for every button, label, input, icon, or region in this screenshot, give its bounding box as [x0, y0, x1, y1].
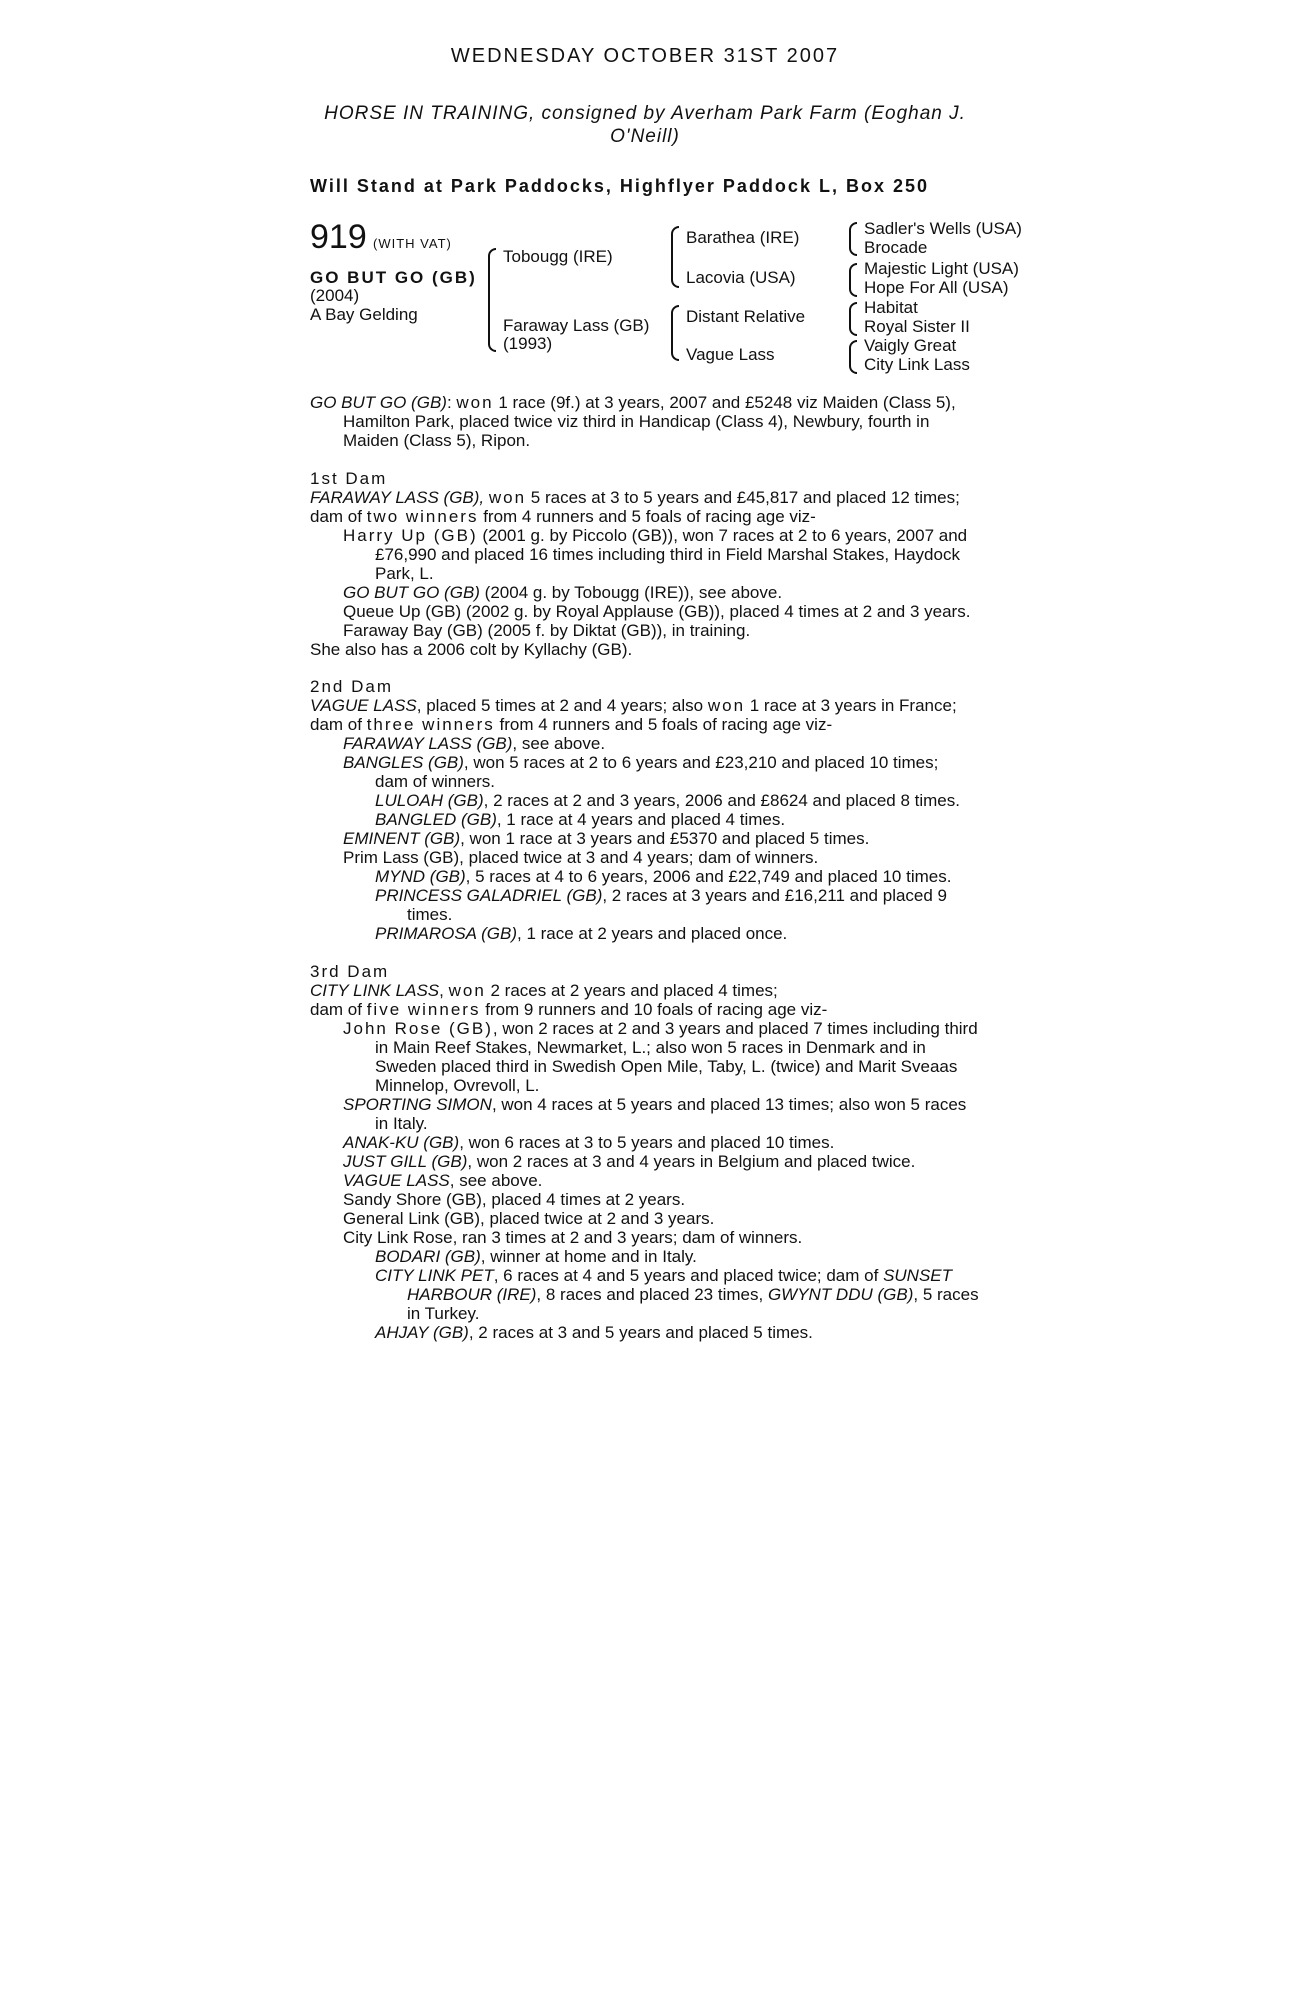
progeny-princess-galadriel: PRINCESS GALADRIEL (GB) [375, 886, 603, 905]
progeny-primarosa-record: , 1 race at 2 years and placed once. [517, 924, 788, 943]
pedigree-dam-dam: Vague Lass [686, 345, 775, 364]
progeny-faraway-lass: FARAWAY LASS (GB) [343, 734, 513, 753]
pedigree-gen3-1: Sadler's Wells (USA) [864, 219, 1022, 238]
horse-year: (2004) [310, 286, 360, 305]
pedigree-sire: Tobougg (IRE) [503, 247, 613, 266]
progeny-sunset-harbour-a: SUNSET [883, 1266, 953, 1285]
first-dam-record: 5 races at 3 to 5 years and £45,817 and placed 12 times; [526, 488, 960, 507]
progeny-sporting-simon-record: , won 4 races at 5 years and placed 13 times; also won 5 races [491, 1095, 967, 1114]
progeny-luloah-record: , 2 races at 2 and 3 years, 2006 and £8624 and placed 8 times. [483, 791, 960, 810]
pedigree-brace-dam [488, 296, 496, 352]
progeny-john-rose-record-3: Sweden placed third in Swedish Open Mile, Taby, L. (twice) and Marit Sveaas [375, 1057, 958, 1076]
third-dam-heading: 3rd Dam [310, 962, 390, 981]
progeny-city-link-pet-record: , 6 races at 4 and 5 years and placed twice; dam of [493, 1266, 884, 1285]
summary-line-3: Maiden (Class 5), Ripon. [343, 431, 531, 450]
summary-line-1: 1 race (9f.) at 3 years, 2007 and £5248 viz Maiden (Class 5), [493, 393, 956, 412]
progeny-prim-lass: Prim Lass (GB), placed twice at 3 and 4 years; dam of winners. [343, 848, 819, 867]
second-dam-heading: 2nd Dam [310, 677, 393, 696]
progeny-just-gill: JUST GILL (GB) [343, 1152, 468, 1171]
sale-date: WEDNESDAY OCTOBER 31ST 2007 [450, 45, 840, 67]
progeny-sunset-harbour-record: , 8 races and placed 23 times, [536, 1285, 768, 1304]
progeny-city-link-rose: City Link Rose, ran 3 times at 2 and 3 years; dam of winners. [343, 1228, 803, 1247]
second-dam-name: VAGUE LASS [310, 696, 417, 715]
progeny-general-link: General Link (GB), placed twice at 2 and 3 years. [343, 1209, 715, 1228]
progeny-bangled-record: , 1 race at 4 years and placed 4 times. [496, 810, 786, 829]
vat-note: (WITH VAT) [373, 236, 452, 251]
stand-location: Will Stand at Park Paddocks, Highflyer Paddock L, Box 250 [310, 176, 929, 196]
progeny-just-gill-record: , won 2 races at 3 and 4 years in Belgium and placed twice. [467, 1152, 916, 1171]
pedigree-sire-sire: Barathea (IRE) [686, 228, 800, 247]
progeny-john-rose-record: , won 2 races at 2 and 3 years and placed 7 times including third [492, 1019, 978, 1038]
pedigree-brace-3 [849, 302, 857, 336]
pedigree-brace-sire [488, 248, 496, 298]
third-dam-won: won [448, 981, 486, 1000]
summary-line-2: Hamilton Park, placed twice viz third in Handicap (Class 4), Newbury, fourth in [343, 412, 930, 431]
consignor-line-2: O'Neill) [610, 126, 680, 147]
third-dam-dam-of: dam of [310, 1000, 367, 1019]
first-dam-dam-of: dam of [310, 507, 367, 526]
progeny-faraway-bay: Faraway Bay (GB) (2005 f. by Diktat (GB)), in training. [343, 621, 751, 640]
first-dam-name: FARAWAY LASS (GB), [310, 488, 485, 507]
progeny-bodari: BODARI (GB) [375, 1247, 481, 1266]
third-dam-name: CITY LINK LASS [310, 981, 440, 1000]
progeny-princess-galadriel-record: , 2 races at 3 years and £16,211 and placed 9 [602, 886, 948, 905]
progeny-go-but-go-record: (2004 g. by Tobougg (IRE)), see above. [479, 583, 783, 602]
progeny-sporting-simon-record-2: in Italy. [375, 1114, 428, 1133]
progeny-harry-up-record-3: Park, L. [375, 564, 434, 583]
pedigree-brace-2 [849, 263, 857, 297]
progeny-primarosa: PRIMAROSA (GB) [375, 924, 517, 943]
second-dam-runners: from 4 runners and 5 foals of racing age viz- [494, 715, 833, 734]
pedigree-brace-1 [849, 222, 857, 256]
pedigree-dam: Faraway Lass (GB) [503, 316, 650, 335]
horse-name: GO BUT GO (GB) [310, 268, 477, 287]
third-dam-winners: five winners [366, 1000, 481, 1019]
progeny-bangles: BANGLES (GB) [343, 753, 464, 772]
pedigree-brace-dam-line [671, 305, 679, 361]
progeny-princess-galadriel-record-2: times. [407, 905, 453, 924]
pedigree-gen3-2: Brocade [864, 238, 928, 257]
progeny-sandy-shore: Sandy Shore (GB), placed 4 times at 2 years. [343, 1190, 686, 1209]
progeny-sunset-harbour-b: HARBOUR (IRE) [407, 1285, 537, 1304]
progeny-harry-up: Harry Up (GB) [343, 526, 478, 545]
pedigree-gen3-8: City Link Lass [864, 355, 970, 374]
pedigree-brace-sire-line [671, 226, 679, 288]
first-dam-note: She also has a 2006 colt by Kyllachy (GB). [310, 640, 633, 659]
progeny-faraway-lass-record: , see above. [512, 734, 606, 753]
progeny-vague-lass: VAGUE LASS [343, 1171, 450, 1190]
progeny-gwynt-ddu-record: , 5 races [913, 1285, 979, 1304]
third-dam-runners: from 9 runners and 10 foals of racing age viz- [480, 1000, 828, 1019]
progeny-john-rose-record-4: Minnelop, Ovrevoll, L. [375, 1076, 540, 1095]
progeny-gwynt-ddu: GWYNT DDU (GB) [767, 1285, 914, 1304]
progeny-mynd-record: , 5 races at 4 to 6 years, 2006 and £22,749 and placed 10 times. [465, 867, 952, 886]
progeny-bangles-record-2: dam of winners. [375, 772, 495, 791]
progeny-john-rose-record-2: in Main Reef Stakes, Newmarket, L.; also won 5 races in Denmark and in [375, 1038, 926, 1057]
pedigree-gen3-4: Hope For All (USA) [864, 278, 1009, 297]
second-dam-won: won [707, 696, 746, 715]
consignor-line-1: HORSE IN TRAINING, consigned by Averham Park Farm (Eoghan J. [324, 103, 966, 124]
progeny-john-rose: John Rose (GB) [343, 1019, 493, 1038]
progeny-anak-ku-record: , won 6 races at 3 to 5 years and placed 10 times. [459, 1133, 835, 1152]
pedigree-dam-year: (1993) [503, 334, 553, 353]
second-dam-record-b: 1 race at 3 years in France; [745, 696, 957, 715]
pedigree-dam-sire: Distant Relative [686, 307, 806, 326]
progeny-city-link-pet: CITY LINK PET [375, 1266, 494, 1285]
first-dam-runners: from 4 runners and 5 foals of racing age viz- [478, 507, 816, 526]
progeny-harry-up-record-2: £76,990 and placed 16 times including third in Field Marshal Stakes, Haydock [375, 545, 960, 564]
first-dam-section [310, 469, 990, 659]
lot-number: 919 [310, 218, 367, 256]
second-dam-section [310, 677, 990, 943]
progeny-mynd: MYND (GB) [375, 867, 466, 886]
progeny-go-but-go: GO BUT GO (GB) [343, 583, 480, 602]
progeny-bodari-record: , winner at home and in Italy. [480, 1247, 697, 1266]
progeny-ahjay-record: , 2 races at 3 and 5 years and placed 5 times. [468, 1323, 813, 1342]
pedigree-gen3-3: Majestic Light (USA) [864, 259, 1019, 278]
progeny-ahjay: AHJAY (GB) [375, 1323, 469, 1342]
pedigree-brace-4 [849, 340, 857, 374]
progeny-gwynt-ddu-record-2: in Turkey. [407, 1304, 480, 1323]
pedigree-sire-dam: Lacovia (USA) [686, 268, 796, 287]
first-dam-heading: 1st Dam [310, 469, 388, 488]
progeny-vague-lass-record: , see above. [449, 1171, 543, 1190]
progeny-luloah: LULOAH (GB) [375, 791, 484, 810]
progeny-bangled: BANGLED (GB) [375, 810, 497, 829]
third-dam-section [310, 962, 990, 1342]
progeny-harry-up-record: (2001 g. by Piccolo (GB)), won 7 races at 2 to 6 years, 2007 and [477, 526, 968, 545]
second-dam-record-a: , placed 5 times at 2 and 4 years; also [416, 696, 708, 715]
first-dam-winners: two winners [366, 507, 479, 526]
progeny-eminent-record: , won 1 race at 3 years and £5370 and placed 5 times. [460, 829, 870, 848]
progeny-queue-up: Queue Up (GB) (2002 g. by Royal Applause (GB)), placed 4 times at 2 and 3 years. [343, 602, 971, 621]
race-summary: GO BUT GO (GB): won 1 race (9f.) at 3 years, 2007 and £5248 viz Maiden (Class 5), Hamilton Park, placed twice viz third in Handicap (Class 4), Newbury, fourth in Maiden (Class 5), Ripon. [310, 393, 990, 450]
third-dam-sep: , [439, 981, 449, 1000]
progeny-bangles-record: , won 5 races at 2 to 6 years and £23,210 and placed 10 times; [463, 753, 939, 772]
second-dam-dam-of: dam of [310, 715, 367, 734]
progeny-eminent: EMINENT (GB) [343, 829, 461, 848]
summary-won: won [456, 393, 494, 412]
second-dam-winners: three winners [366, 715, 495, 734]
third-dam-record: 2 races at 2 years and placed 4 times; [485, 981, 778, 1000]
pedigree-gen3-5: Habitat [864, 298, 918, 317]
progeny-anak-ku: ANAK-KU (GB) [343, 1133, 460, 1152]
pedigree-gen3-6: Royal Sister II [864, 317, 970, 336]
summary-horse-name: GO BUT GO (GB) [310, 393, 447, 412]
horse-description: A Bay Gelding [310, 305, 418, 324]
pedigree-gen3-7: Vaigly Great [864, 336, 957, 355]
first-dam-won: won [488, 488, 527, 507]
progeny-sporting-simon: SPORTING SIMON [343, 1095, 492, 1114]
